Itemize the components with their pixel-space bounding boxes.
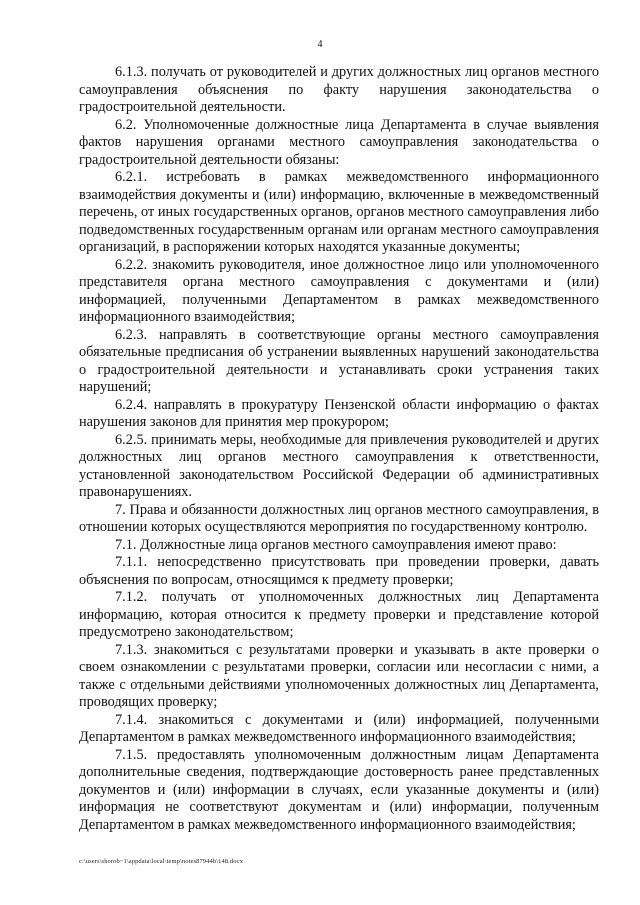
paragraph-6-2-3: 6.2.3. направлять в соответствующие органы местного самоуправления обязательные предписания об устранении выявленных нарушений законодательства о градостроительной деятельности и устанавливать сроки устранения таких нарушений;: [79, 326, 599, 395]
paragraph-6-1-3: 6.1.3. получать от руководителей и других должностных лиц органов местного самоуправления объяснения по факту нарушения законодательства о градостроительной деятельности.: [79, 64, 599, 115]
page-number: 4: [317, 39, 323, 50]
document-body: [79, 64, 599, 834]
paragraph-6-2: 6.2. Уполномоченные должностные лица Департамента в случае выявления фактов нарушения органами местного самоуправления законодательства о градостроительной деятельности обязаны:: [79, 116, 599, 168]
paragraph-7-1-2: 7.1.2. получать от уполномоченных должностных лиц Департамента информацию, которая относится к предмету проверки и представление которой предусмотрено законодательством;: [79, 589, 599, 640]
paragraph-7-1: 7.1. Должностные лица органов местного самоуправления имеют право:: [115, 536, 557, 553]
paragraph-6-2-4: 6.2.4. направлять в прокуратуру Пензенской области информацию о фактах нарушения законов для принятия мер прокурором;: [79, 396, 599, 430]
paragraph-6-2-2: 6.2.2. знакомить руководителя, иное должностное лицо или уполномоченного представителя органа местного самоуправления с документами и (или) информацией, полученными Департаментом в рамках межведомственного информационного взаимодействия;: [79, 256, 599, 325]
paragraph-6-2-5: 6.2.5. принимать меры, необходимые для привлечения руководителей и других должностных лиц органов местного самоуправления к ответственности, установленной законодательством Российской Федерации об административных правонарушениях.: [79, 431, 599, 500]
paragraph-7-1-4: 7.1.4. знакомиться с документами и (или) информацией, полученными Департаментом в рамках межведомственного информационного взаимодействия;: [79, 711, 599, 745]
section-7-heading: 7. Права и обязанности должностных лиц органов местного самоуправления, в отношении которых осуществляются мероприятия по государственному контролю.: [79, 501, 599, 535]
paragraph-7-1-5: 7.1.5. предоставлять уполномоченным должностным лицам Департамента дополнительные сведения, подтверждающие достоверность ранее представленных документов и (или) информации в случаях, если указанные документы и (или) информация не соответствуют документам и (или) информации, полученным Департаментом в рамках межведомственного информационного взаимодействия;: [79, 746, 599, 833]
paragraph-7-1-1: 7.1.1. непосредственно присутствовать при проведении проверки, давать объяснения по вопросам, относящимся к предмету проверки;: [79, 554, 599, 588]
paragraph-6-2-1: 6.2.1. истребовать в рамках межведомственного информационного взаимодействия документы и (или) информацию, включенные в межведомственный перечень, от иных государственных органов, органов местного самоуправления либо подведомственных государственным органам или органам местного самоуправления организаций, в распоряжении которых находятся указанные документы;: [79, 169, 599, 255]
paragraph-7-1-3: 7.1.3. знакомиться с результатами проверки и указывать в акте проверки о своем ознакомлении с результатами проверки, согласии или несогласии с ними, а также с отдельными действиями уполномоченных должностных лиц Департамента, проводящих проверку;: [79, 641, 599, 710]
file-path-footer: c:\users\shorob~1\appdata\local\temp\notes87944b\148.docx: [79, 858, 243, 865]
